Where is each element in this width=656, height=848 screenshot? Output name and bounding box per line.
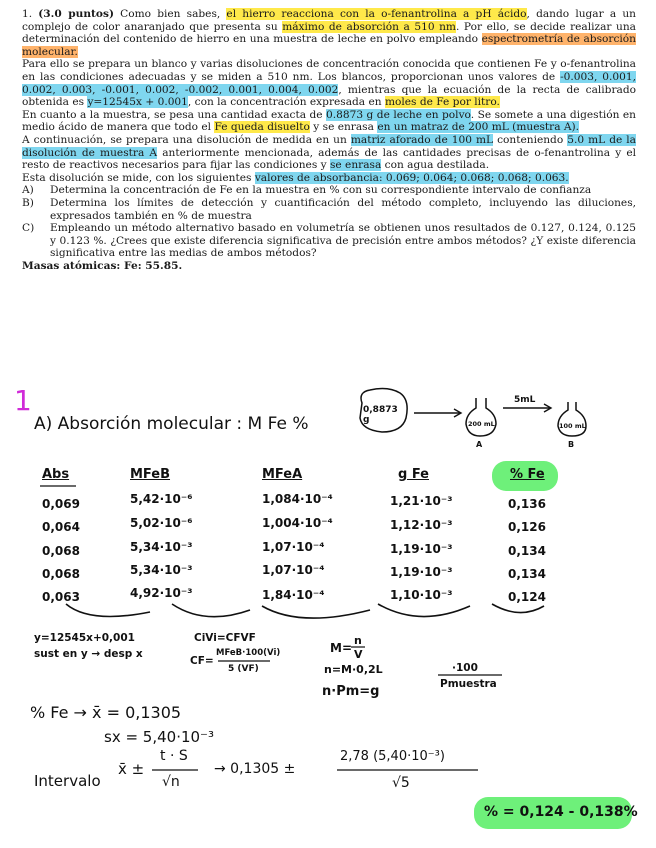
cell: 0,134 bbox=[508, 567, 546, 581]
step2-numerator: MFeB·100(Vi) bbox=[216, 648, 281, 658]
interval-label: Intervalo bbox=[34, 772, 101, 790]
cell: 0,136 bbox=[508, 497, 546, 511]
cell: 0,069 bbox=[42, 497, 80, 511]
interval-formula-left: x̄ ± bbox=[118, 760, 145, 778]
section-title: A) Absorción molecular : M Fe % bbox=[34, 414, 309, 434]
table-header-abs: Abs bbox=[42, 467, 70, 482]
text: Como bien sabes, bbox=[113, 8, 227, 20]
cell: 1,07·10⁻⁴ bbox=[262, 563, 325, 577]
text: , mientras que la ecuación de la recta de calibrado obtenida es bbox=[22, 83, 636, 109]
table-header-gfe: g Fe bbox=[398, 467, 430, 482]
question-letter: C) bbox=[22, 222, 35, 235]
interval-formula-den: √n bbox=[162, 774, 180, 790]
step2-lhs: CF= bbox=[190, 655, 214, 667]
interval-formula-num: t · S bbox=[160, 748, 188, 764]
cell: 1,19·10⁻³ bbox=[390, 565, 453, 579]
step3-v: V bbox=[354, 648, 363, 661]
table-header-mfea: MFeA bbox=[262, 467, 303, 482]
step4-numerator: ·100 bbox=[452, 662, 478, 674]
cell: 1,12·10⁻³ bbox=[390, 518, 453, 532]
highlight: Fe queda disuelto bbox=[214, 121, 310, 134]
text: y se enrasa bbox=[309, 121, 378, 134]
cell: 1,084·10⁻⁴ bbox=[262, 492, 333, 506]
problem-paragraph-2 bbox=[22, 58, 636, 108]
cell: 0,064 bbox=[42, 520, 80, 534]
flask-a-volume: 200 mL bbox=[468, 420, 495, 428]
problem-paragraph-1 bbox=[22, 8, 636, 58]
highlight: matriz aforado de 100 mL bbox=[350, 133, 494, 146]
step3-moles: n=M·0,2L bbox=[324, 663, 383, 676]
flask-b-label: B bbox=[568, 440, 575, 449]
text: . Se somete a una digestión en medio ácido de manera que todo el bbox=[22, 108, 636, 134]
question-list bbox=[22, 184, 636, 260]
text: Para ello se prepara un blanco y varias disoluciones de concentración conocida que contienen Fe y o-fenantrolina en las condiciones adecuadas y se miden a 510 nm. Los blancos, proporcionan unos valores de bbox=[22, 58, 636, 83]
dilution-volume: 5mL bbox=[514, 395, 536, 405]
step1-equation: y=12545x+0,001 bbox=[34, 632, 135, 644]
atomic-masses: Masas atómicas: Fe: 55.85. bbox=[22, 259, 183, 272]
step3-lhs: M= bbox=[330, 641, 352, 655]
highlight: -0.003, 0.001, 0.002, 0.003, -0.001, 0.002, -0.002, 0.001, 0.004, 0.002 bbox=[22, 70, 636, 96]
cell: 1,004·10⁻⁴ bbox=[262, 516, 333, 530]
highlight: 5.0 mL de la disolución de muestra A bbox=[22, 133, 636, 159]
interval-numerator: 2,78 (5,40·10⁻³) bbox=[340, 749, 445, 764]
table-header-percent-fe: % Fe bbox=[510, 467, 545, 482]
cell: 5,42·10⁻⁶ bbox=[130, 492, 193, 506]
text: conteniendo bbox=[493, 133, 568, 146]
cell: 0,068 bbox=[42, 544, 80, 558]
cell: 4,92·10⁻³ bbox=[130, 586, 193, 600]
cell: 1,21·10⁻³ bbox=[390, 494, 453, 508]
step3-grams: n·Pm=g bbox=[322, 684, 380, 699]
cell: 5,34·10⁻³ bbox=[130, 540, 193, 554]
problem-number: 1. bbox=[22, 8, 33, 20]
highlight: espectrometría de absorción molecular. bbox=[22, 33, 636, 58]
text: En cuanto a la muestra, se pesa una cantidad exacta de bbox=[22, 108, 327, 121]
problem-points: (3.0 puntos) bbox=[38, 8, 114, 20]
question-text: Determina los límites de detección y cuantificación del método completo, incluyendo las diluciones, expresados también en % de muestra bbox=[50, 196, 636, 222]
problem-paragraph-3 bbox=[22, 109, 636, 134]
cell: 0,068 bbox=[42, 567, 80, 581]
text: , con la concentración expresada en bbox=[187, 96, 385, 109]
step2-equation: CiVi=CFVF bbox=[194, 632, 256, 644]
interval-denominator: √5 bbox=[392, 775, 410, 791]
cell: 1,07·10⁻⁴ bbox=[262, 540, 325, 554]
flask-a-label: A bbox=[476, 440, 483, 449]
diagram-mass: 0,8873 g bbox=[363, 405, 398, 425]
highlight: se enrasa bbox=[329, 159, 382, 172]
text: Esta disolución se mide, con los siguientes bbox=[22, 171, 255, 184]
cell: 0,126 bbox=[508, 520, 546, 534]
step4-denominator: Pmuestra bbox=[440, 678, 497, 690]
highlight: valores de absorbancia: 0.069; 0.064; 0.068; 0.068; 0.063. bbox=[254, 171, 569, 184]
text: . Por ello, se decide realizar una determinación del contenido de hierro en una muestra de leche en polvo empleando bbox=[22, 20, 636, 46]
cell: 0,063 bbox=[42, 590, 80, 604]
question-letter: B) bbox=[22, 196, 34, 209]
text: anteriormente mencionada, además de las cantidades precisas de o-fenantrolina y el resto de reactivos necesarios para fijar las condiciones y bbox=[22, 146, 637, 172]
cell: 0,134 bbox=[508, 544, 546, 558]
highlight: y=12545x + 0.001 bbox=[87, 96, 188, 109]
highlight: moles de Fe por litro. bbox=[384, 96, 500, 109]
problem-statement bbox=[22, 8, 636, 272]
mean-line: % Fe → x̄ = 0,1305 bbox=[30, 703, 182, 722]
question-text: Empleando un método alternativo basado en volumetría se obtienen unos resultados de 0.127, 0.124, 0.125 y 0.123 %. ¿Crees que existe diferencia significativa de precisión entre ambos métodos? ¿Y existe diferencia significativa entre las medias de ambos métodos? bbox=[50, 222, 636, 260]
step1-note: sust en y → desp x bbox=[34, 648, 143, 660]
flask-b-volume: 100 mL bbox=[559, 422, 586, 430]
cell: 5,02·10⁻⁶ bbox=[130, 516, 193, 530]
question-item bbox=[22, 197, 636, 222]
question-text: Determina la concentración de Fe en la muestra en % con su correspondiente intervalo de confianza bbox=[50, 184, 592, 197]
table-header-mfeb: MFeB bbox=[130, 467, 171, 482]
problem-paragraph-5 bbox=[22, 172, 636, 185]
text: A continuación, se prepara una disolución de medida en un bbox=[22, 133, 351, 146]
cell: 5,34·10⁻³ bbox=[130, 563, 193, 577]
text: con agua destilada. bbox=[381, 159, 490, 172]
interval-substitution: → 0,1305 ± bbox=[214, 761, 296, 777]
cell: 1,84·10⁻⁴ bbox=[262, 588, 325, 602]
problem-paragraph-4 bbox=[22, 134, 636, 172]
step2-denominator: 5 (VF) bbox=[228, 664, 259, 674]
cell: 0,124 bbox=[508, 590, 546, 604]
question-item bbox=[22, 222, 636, 260]
highlight: el hierro reacciona con la o-fenantrolina a pH ácido bbox=[226, 8, 527, 20]
question-letter: A) bbox=[22, 184, 34, 197]
flask-b-shape bbox=[558, 402, 586, 436]
sx-line: sx = 5,40·10⁻³ bbox=[104, 728, 214, 746]
big-number: 1 bbox=[14, 384, 32, 417]
flask-a-shape bbox=[466, 398, 496, 436]
question-item bbox=[22, 184, 636, 197]
highlight: en un matraz de 200 mL (muestra A). bbox=[377, 121, 580, 134]
text: , dando lugar a un complejo de color anaranjado que presenta su bbox=[22, 8, 636, 33]
result-value: % = 0,124 - 0,138% bbox=[484, 804, 638, 820]
cell: 1,19·10⁻³ bbox=[390, 542, 453, 556]
cell: 1,10·10⁻³ bbox=[390, 588, 453, 602]
step3-n: n bbox=[354, 634, 362, 647]
highlight: 0.8873 g de leche en polvo bbox=[326, 108, 471, 121]
highlight: máximo de absorción a 510 nm bbox=[282, 20, 456, 33]
